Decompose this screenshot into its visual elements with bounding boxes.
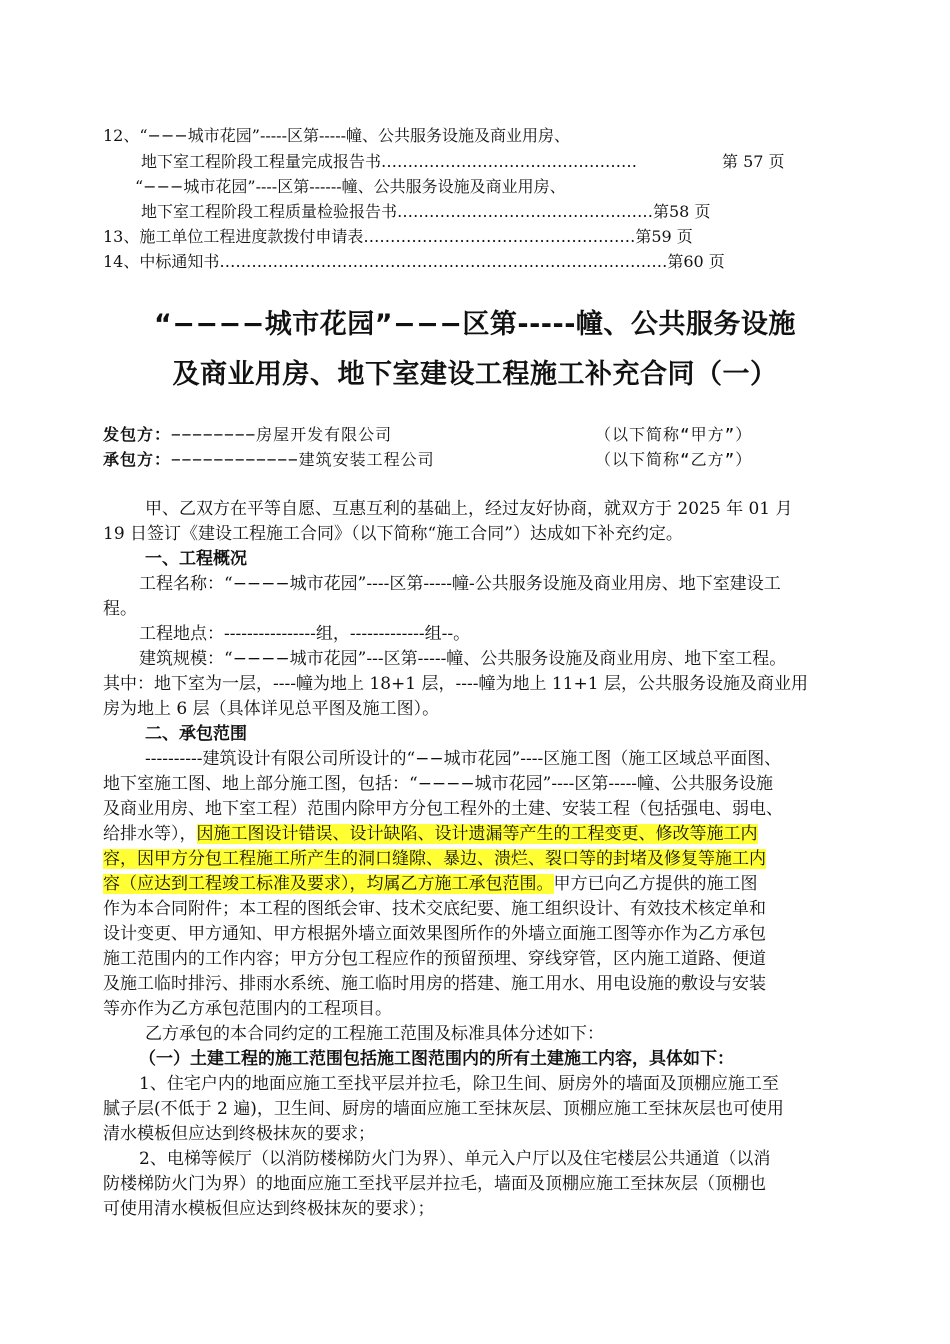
party-b-short: （以下简称“乙方”） [595,450,753,469]
toc-line-12: 12、“−−−城市花园”-----区第-----幢、公共服务设施及商业用房、 [103,126,571,145]
body-line: 房为地上 6 层（具体详见总平图及施工图）。 [103,699,440,719]
body-line: 可使用清水模板但应达到终极抹灰的要求）； [103,1199,435,1219]
body-line: 施工范围内的工作内容；甲方分包工程应作的预留预埋、穿线穿管，区内施工道路、便道 [103,949,766,969]
toc-line-13: 13、施工单位工程进度款拨付申请表……………………………………………第59 页 [103,227,693,246]
body-line: 工程名称：“−−−−城市花园”----区第-----幢-公共服务设施及商业用房、地下室建设工 [139,574,781,594]
body-line: 腻子层(不低于 2 遍)，卫生间、厨房的墙面应施工至抹灰层、顶棚应施工至抹灰层也可使用 [103,1099,784,1119]
body-line: 工程地点：----------------组，-------------组--。 [139,624,471,644]
body-line: 作为本合同附件；本工程的图纸会审、技术交底纪要、施工组织设计、有效技术核定单和 [103,899,766,919]
subsection-heading-civil: （一）土建工程的施工范围包括施工图范围内的所有土建施工内容，具体如下： [139,1049,734,1069]
contract-title-line2: 及商业用房、地下室建设工程施工补充合同（一） [172,359,778,390]
body-line: 建筑规模：“−−−−城市花园”---区第-----幢、公共服务设施及商业用房、地下室工程。 [139,649,787,669]
body-line: 乙方承包的本合同约定的工程施工范围及标准具体分述如下： [145,1024,604,1044]
party-b [103,448,435,472]
body-line: 1、住宅户内的地面应施工至找平层并拉毛，除卫生间、厨房外的墙面及顶棚应施工至 [139,1074,779,1094]
body-line: 等亦作为乙方承包范围内的工程项目。 [103,999,392,1019]
body-line [103,847,766,871]
toc-line-14: 14、中标通知书…………………………………………………………………………第60 页 [103,252,725,271]
body-line: 设计变更、甲方通知、甲方根据外墙立面效果图所作的外墙立面施工图等亦作为乙方承包 [103,924,766,944]
toc-line-12b: “−−−城市花园”----区第------幢、公共服务设施及商业用房、 [135,177,566,196]
highlighted-text: 因施工图设计错误、设计缺陷、设计遗漏等产生的工程变更、修改等施工内 [196,824,758,844]
party-a [103,423,392,447]
body-line: 19 日签订《建设工程施工合同》（以下简称“施工合同”）达成如下补充约定。 [103,524,683,544]
body-line: 清水模板但应达到终极抹灰的要求； [103,1124,375,1144]
body-line [103,822,758,846]
party-b-label: 承包方： [103,450,172,469]
body-line: 其中：地下室为一层，----幢为地上 18+1 层，----幢为地上 11+1 层，公共服务设施及商业用 [103,674,808,694]
body-line: 及施工临时排污、排雨水系统、施工临时用房的搭建、施工用水、用电设施的敷设与安装 [103,974,766,994]
body-text: 甲方已向乙方提供的施工图 [553,874,758,894]
contract-title-line1: “−−−−城市花园”−−−区第-----幢、公共服务设施 [154,309,796,340]
body-line: 及商业用房、地下室工程）范围内除甲方分包工程外的土建、安装工程（包括强电、弱电、 [103,799,783,819]
highlighted-text: 容，因甲方分包工程施工所产生的洞口缝隙、暴边、溃烂、裂口等的封堵及修复等施工内 [103,849,766,869]
highlighted-text: 容（应达到工程竣工标准及要求），均属乙方施工承包范围。 [103,874,554,894]
body-text: 给排水等）， [103,824,197,844]
toc-page-57: 第 57 页 [722,152,785,171]
party-a-name: −−−−−−−−房屋开发有限公司 [171,425,393,444]
party-b-name: −−−−−−−−−−−−建筑安装工程公司 [171,450,435,469]
toc-line-12-cont: 地下室工程阶段工程量完成报告书………………………………………… [141,152,638,171]
body-line: 地下室施工图、地上部分施工图，包括：“−−−−城市花园”----区第-----幢、公共服务设施 [103,774,774,794]
body-line: 2、电梯等候厅（以消防楼梯防火门为界）、单元入户厅以及住宅楼层公共通道（以消 [139,1149,771,1169]
body-line: 程。 [103,599,137,619]
party-a-label: 发包方： [103,425,172,444]
body-line: 防楼梯防火门为界）的地面应施工至找平层并拉毛，墙面及顶棚应施工至抹灰层（顶棚也 [103,1174,766,1194]
party-a-short: （以下简称“甲方”） [595,425,753,444]
body-line: 甲、乙双方在平等自愿、互惠互利的基础上，经过友好协商，就双方于 2025 年 01 月 [145,499,793,519]
section-heading-scope: 二、承包范围 [145,724,247,744]
section-heading-overview: 一、工程概况 [145,549,247,569]
body-line: ----------建筑设计有限公司所设计的“−−城市花园”----区施工图（施工区域总平面图、 [145,749,782,769]
toc-line-12b-cont: 地下室工程阶段工程质量检验报告书…………………………………………第58 页 [141,202,711,221]
body-line [103,872,758,896]
